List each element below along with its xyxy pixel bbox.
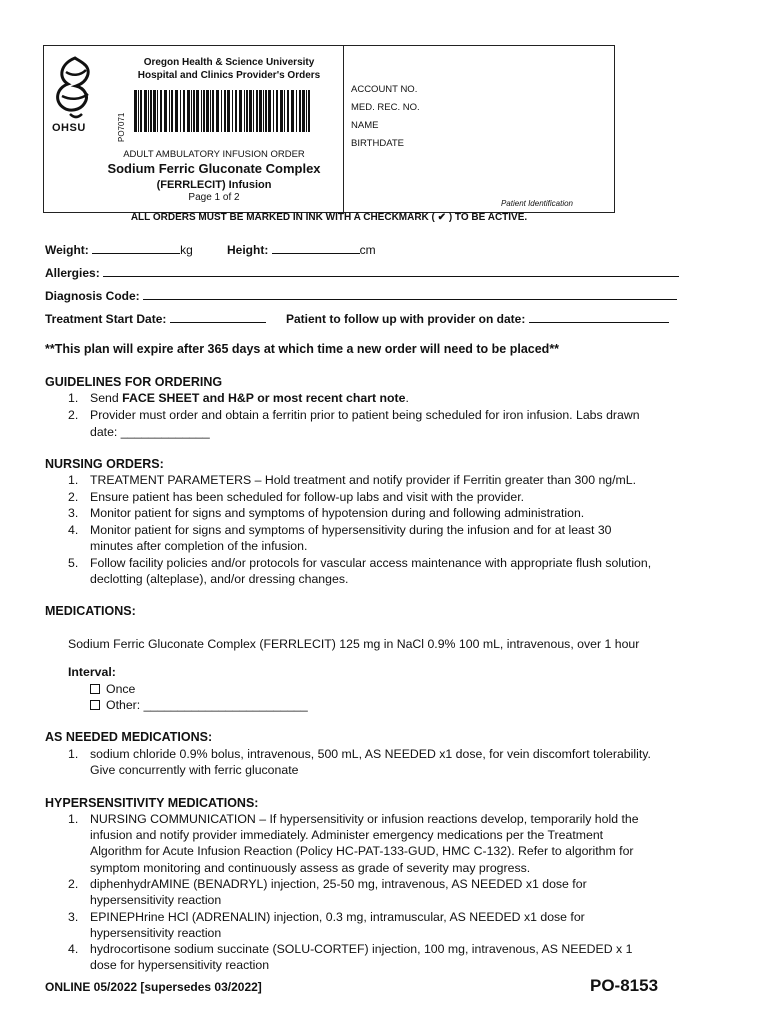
ohsu-logo-icon	[50, 54, 100, 128]
nursing-item-4: Monitor patient for signs and symptoms of hypersensitivity during the infusion and for at least 30	[90, 523, 612, 537]
edition-footer: ONLINE 05/2022 [supersedes 03/2022]	[45, 980, 262, 994]
header-left-panel	[44, 46, 344, 212]
list-number: 2.	[68, 877, 79, 891]
follow-up-row	[286, 312, 669, 326]
nursing-item-5: Follow facility policies and/or protocols for vascular access maintenance with appropriate flush solution,	[90, 556, 652, 570]
as-needed-item-1: sodium chloride 0.9% bolus, intravenous, 500 mL, AS NEEDED x1 dose, for vein discomfort tolerability.	[90, 747, 651, 761]
interval-label: Interval:	[68, 665, 116, 679]
start-date-input[interactable]	[170, 312, 266, 323]
order-type: ADULT AMBULATORY INFUSION ORDER	[123, 149, 305, 160]
follow-up-input[interactable]	[529, 312, 669, 323]
list-number: 3.	[68, 910, 79, 924]
page-number: Page 1 of 2	[188, 192, 240, 203]
start-date-label: Treatment Start Date:	[45, 312, 167, 326]
med-rec-no-field[interactable]: MED. REC. NO.	[351, 102, 420, 113]
interval-other-option[interactable]: Other: ________________________	[90, 698, 308, 712]
list-number: 5.	[68, 556, 79, 570]
hyper-item-1-cont: symptom monitoring and continuously assess as grade of severity may progress.	[90, 861, 531, 875]
guideline-item-2-cont[interactable]: date: _____________	[90, 425, 210, 439]
org-subtitle: Hospital and Clinics Provider's Orders	[137, 70, 321, 81]
hyper-item-4-cont: dose for hypersensitivity reaction	[90, 958, 270, 972]
form-number: PO-8153	[590, 976, 659, 995]
nursing-item-1: TREATMENT PARAMETERS – Hold treatment and notify provider if Ferritin greater than 300 ng/mL.	[90, 473, 637, 487]
hyper-item-2-cont: hypersensitivity reaction	[90, 893, 222, 907]
medication-line: Sodium Ferric Gluconate Complex (FERRLECIT) 125 mg in NaCl 0.9% 100 mL, intravenous, over 1 hour	[68, 637, 640, 651]
medications-heading: MEDICATIONS:	[45, 604, 136, 618]
list-number: 1.	[68, 473, 79, 487]
nursing-item-5-cont: declotting (alteplase), and/or dressing changes.	[90, 572, 349, 586]
patient-id-label: Patient Identification	[500, 199, 573, 208]
nursing-heading: NURSING ORDERS:	[45, 457, 164, 471]
hyper-item-3-cont: hypersensitivity reaction	[90, 926, 222, 940]
as-needed-heading: AS NEEDED MEDICATIONS:	[45, 730, 213, 744]
order-header	[43, 45, 615, 213]
allergies-row	[45, 266, 679, 280]
weight-label: Weight:	[45, 243, 89, 257]
follow-up-label: Patient to follow up with provider on date:	[286, 312, 526, 326]
order-subtitle: (FERRLECIT) Infusion	[156, 179, 272, 191]
nursing-item-3: Monitor patient for signs and symptoms of hypotension during and following administration.	[90, 506, 585, 520]
list-number: 1.	[68, 747, 79, 761]
diagnosis-row	[45, 289, 677, 303]
list-number: 2.	[68, 490, 79, 504]
list-number: 1.	[68, 812, 79, 826]
hyper-item-1: NURSING COMMUNICATION – If hypersensitivity or infusion reactions develop, temporarily hold the	[90, 812, 639, 826]
hyper-item-3: EPINEPHrine HCl (ADRENALIN) injection, 0.3 mg, intramuscular, AS NEEDED x1 dose for	[90, 910, 585, 924]
account-no-field[interactable]: ACCOUNT NO.	[351, 84, 418, 95]
list-number: 1.	[68, 391, 79, 405]
name-field[interactable]: NAME	[351, 120, 379, 131]
hyper-item-4: hydrocortisone sodium succinate (SOLU-CORTEF) injection, 100 mg, intravenous, AS NEEDED x 1	[90, 942, 633, 956]
checkbox-other[interactable]	[90, 700, 100, 710]
interval-once-option[interactable]: Once	[90, 682, 135, 696]
guideline-item-2: Provider must order and obtain a ferritin prior to patient being scheduled for iron infusion. Labs drawn	[90, 408, 640, 422]
height-row	[227, 243, 376, 257]
guidelines-heading: GUIDELINES FOR ORDERING	[45, 375, 223, 389]
ink-notice: ALL ORDERS MUST BE MARKED IN INK WITH A CHECKMARK ( ✔ ) TO BE ACTIVE.	[130, 212, 528, 223]
form-code-vertical: PO7071	[117, 112, 126, 142]
height-input[interactable]	[272, 243, 360, 254]
nursing-item-2: Ensure patient has been scheduled for follow-up labs and visit with the provider.	[90, 490, 525, 504]
birthdate-field[interactable]: BIRTHDATE	[351, 138, 404, 149]
patient-identification-panel	[345, 46, 615, 212]
weight-unit: kg	[180, 243, 193, 257]
height-unit: cm	[359, 243, 376, 257]
org-name: Oregon Health & Science University	[143, 57, 315, 68]
guideline-item-1: Send FACE SHEET and H&P or most recent chart note.	[90, 391, 409, 405]
diagnosis-label: Diagnosis Code:	[45, 289, 140, 303]
height-label: Height:	[227, 243, 269, 257]
weight-row	[45, 243, 193, 257]
diagnosis-input[interactable]	[143, 289, 677, 300]
weight-input[interactable]	[92, 243, 180, 254]
order-title: Sodium Ferric Gluconate Complex	[107, 161, 321, 176]
list-number: 4.	[68, 942, 79, 956]
as-needed-item-1-cont: Give concurrently with ferric gluconate	[90, 763, 299, 777]
list-number: 4.	[68, 523, 79, 537]
barcode-icon	[132, 90, 312, 132]
expiry-note: **This plan will expire after 365 days at which time a new order will need to be placed**	[45, 342, 560, 356]
hyper-item-1-cont: Algorithm for Acute Infusion Reaction (Policy HC-PAT-133-GUD, HMC C-132). Refer to algorithm for	[90, 844, 634, 858]
list-number: 3.	[68, 506, 79, 520]
start-date-row	[45, 312, 266, 326]
hyper-item-1-cont: infusion and notify provider immediately. Administer emergency medications per the Treatment	[90, 828, 604, 842]
allergies-input[interactable]	[103, 266, 679, 277]
list-number: 2.	[68, 408, 79, 422]
checkbox-once[interactable]	[90, 684, 100, 694]
logo-text: OHSU	[52, 122, 86, 134]
allergies-label: Allergies:	[45, 266, 100, 280]
nursing-item-4-cont: minutes after completion of the infusion.	[90, 539, 308, 553]
hyper-item-2: diphenhydrAMINE (BENADRYL) injection, 25-50 mg, intravenous, AS NEEDED x1 dose for	[90, 877, 587, 891]
hypersensitivity-heading: HYPERSENSITIVITY MEDICATIONS:	[45, 796, 259, 810]
